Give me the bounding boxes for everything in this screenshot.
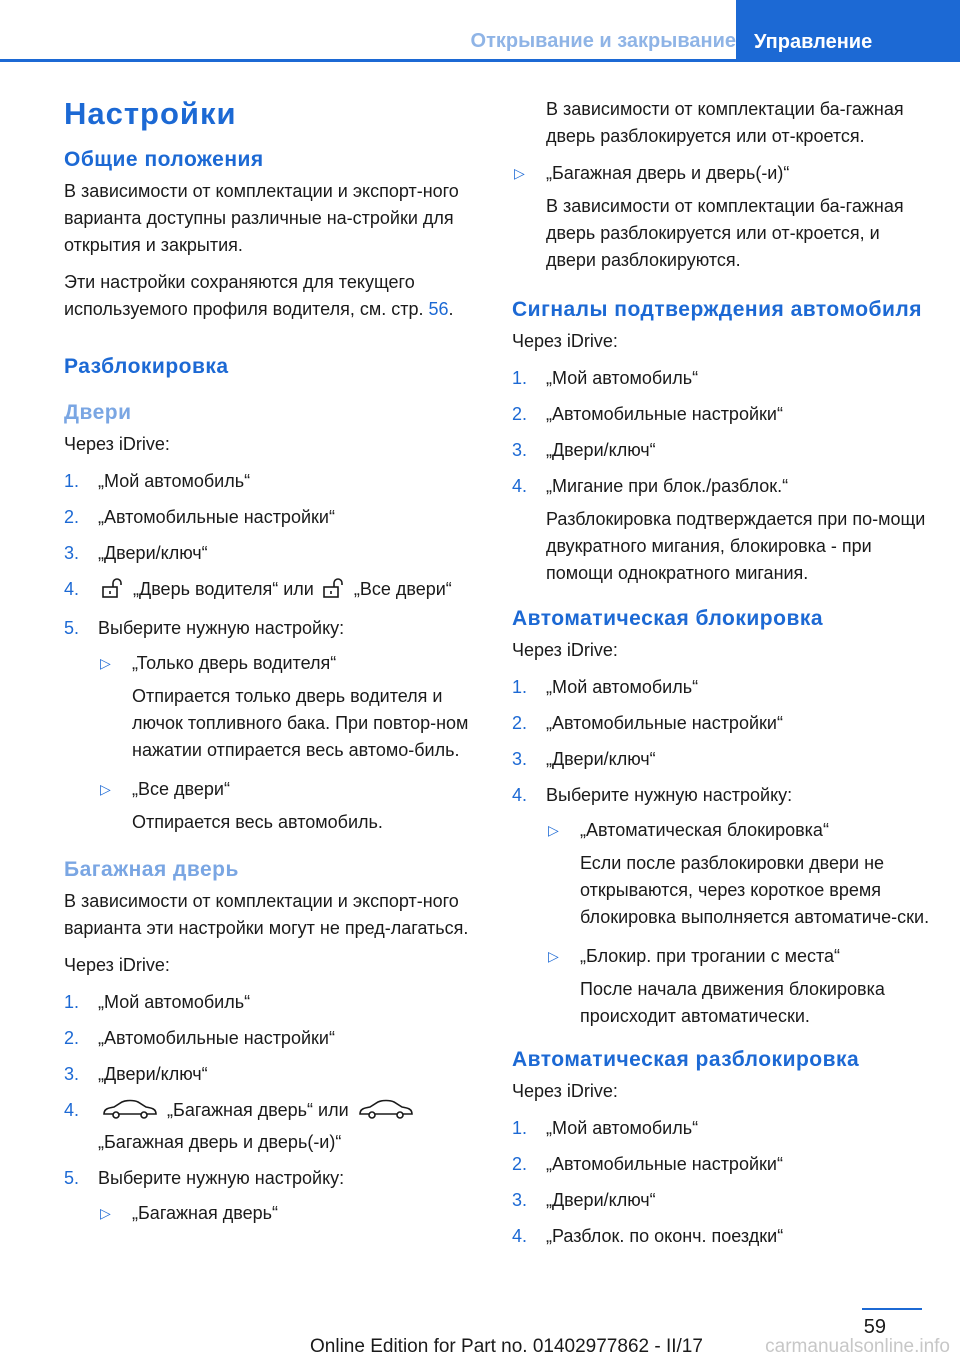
step-number: 4. [512,785,528,805]
list-item [64,1025,484,1052]
doors-steps [64,468,484,836]
step-text: „Разблок. по оконч. поездки“ [546,1226,784,1246]
step-text: „Мой автомобиль“ [546,677,699,697]
step-number: 1. [64,471,80,491]
trunk-options-continued [512,96,932,274]
triangle-bullet-icon: ▷ [100,781,111,797]
list-item [64,615,484,836]
list-item [512,1223,932,1250]
option-label: „Блокир. при трогании с места“ [580,946,841,966]
step-text: „Автомобильные настройки“ [546,713,783,733]
list-item [64,468,484,495]
step-number: 1. [512,1118,528,1138]
page-number-rule [862,1308,922,1310]
option-item [98,776,484,836]
general-paragraph-2-end: . [448,299,454,319]
option-item [98,1200,484,1227]
step-description: Разблокировка подтверждается при по-мощи двукратного мигания, блокировка - при помощи однократного мигания. [546,509,926,583]
step-text: „Автомобильные настройки“ [546,404,783,424]
option-description: После начала движения блокировка происходит автоматически. [580,979,885,1026]
list-item [512,437,932,464]
step-number: 1. [512,677,528,697]
option-item [512,96,932,150]
option-description: Отпирается только дверь водителя и лючок топливного бака. При повтор-ном нажатии отпирается весь автомо-биль. [132,686,469,760]
unlocking-heading: Разблокировка [64,355,229,378]
step-text: „Мой автомобиль“ [546,1118,699,1138]
step-text: „Двери/ключ“ [98,1064,208,1084]
trunk-paragraph: В зависимости от комплектации и экспорт-ного варианта эти настройки могут не пред-лагаться. [64,891,469,938]
doors-intro: Через iDrive: [64,434,170,454]
option-label: „Только дверь водителя“ [132,653,337,673]
option-description: Если после разблокировки двери не открываются, через короткое время блокировка выполняется автоматиче-ски. [580,853,930,927]
page-header [0,0,960,62]
step-text: „Мой автомобиль“ [98,471,251,491]
option-item [98,650,484,764]
step-number: 2. [64,1028,80,1048]
step-number: 3. [512,749,528,769]
right-column [512,96,932,1260]
step-text: „Двери/ключ“ [546,1190,656,1210]
step-text: „Автомобильные настройки“ [98,507,335,527]
auto-lock-options [546,817,932,1030]
auto-unlock-steps [512,1115,932,1250]
auto-lock-steps [512,674,932,1030]
edition-note: Online Edition for Part no. 01402977862 - II/17 [310,1336,703,1357]
step-number: 2. [512,404,528,424]
list-item [512,1187,932,1214]
option-label: „Багажная дверь“ [132,1203,278,1223]
step-number: 5. [64,618,80,638]
list-item [512,473,932,587]
step-number: 1. [64,992,80,1012]
triangle-bullet-icon: ▷ [100,1205,111,1221]
list-item [64,989,484,1016]
list-item [64,540,484,567]
trunk-options [98,1200,484,1227]
signals-heading: Сигналы подтверждения автомобиля [512,298,923,321]
watermark: carmanualsonline.info [765,1336,950,1357]
auto-lock-intro: Через iDrive: [512,640,618,660]
step-number: 3. [512,1190,528,1210]
page-number: 59 [863,1316,886,1338]
option-item [546,817,932,931]
step-number: 1. [512,368,528,388]
option-label: „Все двери“ [132,779,230,799]
step-text: Выберите нужную настройку: [546,785,793,805]
list-item [64,576,484,606]
step-text: „Автомобильные настройки“ [546,1154,783,1174]
list-item [64,1061,484,1088]
general-heading: Общие положения [64,148,264,171]
signals-steps [512,365,932,587]
car-trunk-icon [358,1097,414,1129]
step-text: „Мой автомобиль“ [546,368,699,388]
auto-unlock-heading: Автоматическая разблокировка [512,1048,860,1071]
step-number: 3. [64,543,80,563]
option-description: В зависимости от комплектации ба-гажная дверь разблокируется или от-кроется, и двери разблокируются. [546,196,904,270]
step-number: 3. [512,440,528,460]
trunk-steps [64,989,484,1227]
step-number: 4. [64,579,80,599]
step-number: 2. [512,713,528,733]
triangle-bullet-icon: ▷ [548,822,559,838]
door-unlock-icon [102,578,124,606]
page-link-56[interactable]: 56 [428,299,449,319]
step-text-tail: „Багажная дверь и дверь(-и)“ [98,1132,342,1152]
step-number: 2. [512,1154,528,1174]
general-paragraph-2 [64,269,484,323]
option-description: Отпирается весь автомобиль. [132,812,383,832]
doors-heading: Двери [64,401,132,424]
step-text: „Двери/ключ“ [98,543,208,563]
list-item [64,1165,484,1227]
doors-options [98,650,484,836]
list-item [512,1151,932,1178]
step-number: 2. [64,507,80,527]
left-column [64,96,484,1239]
option-description: В зависимости от комплектации ба-гажная дверь разблокируется или от-кроется. [546,99,904,146]
step-text: Выберите нужную настройку: [98,618,345,638]
list-item [512,710,932,737]
list-item [64,1097,484,1156]
triangle-bullet-icon: ▷ [100,655,111,671]
list-item [512,782,932,1030]
list-item [512,674,932,701]
list-item [512,401,932,428]
general-paragraph-1: В зависимости от комплектации и экспорт-ного варианта доступны различные на-стройки для открытия и закрытия. [64,181,459,255]
step-text: „Двери/ключ“ [546,749,656,769]
car-trunk-icon [102,1097,158,1129]
header-chapter-tab: Управление [736,0,960,62]
step-number: 3. [64,1064,80,1084]
list-item [64,504,484,531]
option-label: „Багажная дверь и дверь(-и)“ [546,163,790,183]
step-number: 4. [512,476,528,496]
list-item [512,1115,932,1142]
list-item [512,746,932,773]
step-text: „Дверь водителя“ или [133,579,314,599]
header-section-title: Открывание и закрывание [470,30,736,52]
option-label: „Автоматическая блокировка“ [580,820,829,840]
step-text: Выберите нужную настройку: [98,1168,345,1188]
step-text: „Мой автомобиль“ [98,992,251,1012]
triangle-bullet-icon: ▷ [548,948,559,964]
trunk-heading: Багажная дверь [64,858,239,881]
step-text: „Багажная дверь“ или [167,1100,349,1120]
step-text: „Автомобильные настройки“ [98,1028,335,1048]
auto-lock-heading: Автоматическая блокировка [512,607,824,630]
page-title: Настройки [64,96,237,131]
option-item [546,943,932,1030]
auto-unlock-intro: Через iDrive: [512,1081,618,1101]
list-item [512,365,932,392]
option-item [512,160,932,274]
step-number: 4. [512,1226,528,1246]
general-paragraph-2-text: Эти настройки сохраняются для текущего используемого профиля водителя, см. стр. [64,272,424,319]
signals-intro: Через iDrive: [512,331,618,351]
trunk-intro: Через iDrive: [64,955,170,975]
step-text: „Двери/ключ“ [546,440,656,460]
step-number: 5. [64,1168,80,1188]
step-text-tail: „Все двери“ [353,579,452,599]
step-number: 4. [64,1100,80,1120]
door-unlock-icon [323,578,345,606]
triangle-bullet-icon: ▷ [514,165,525,181]
step-text: „Мигание при блок./разблок.“ [546,476,789,496]
